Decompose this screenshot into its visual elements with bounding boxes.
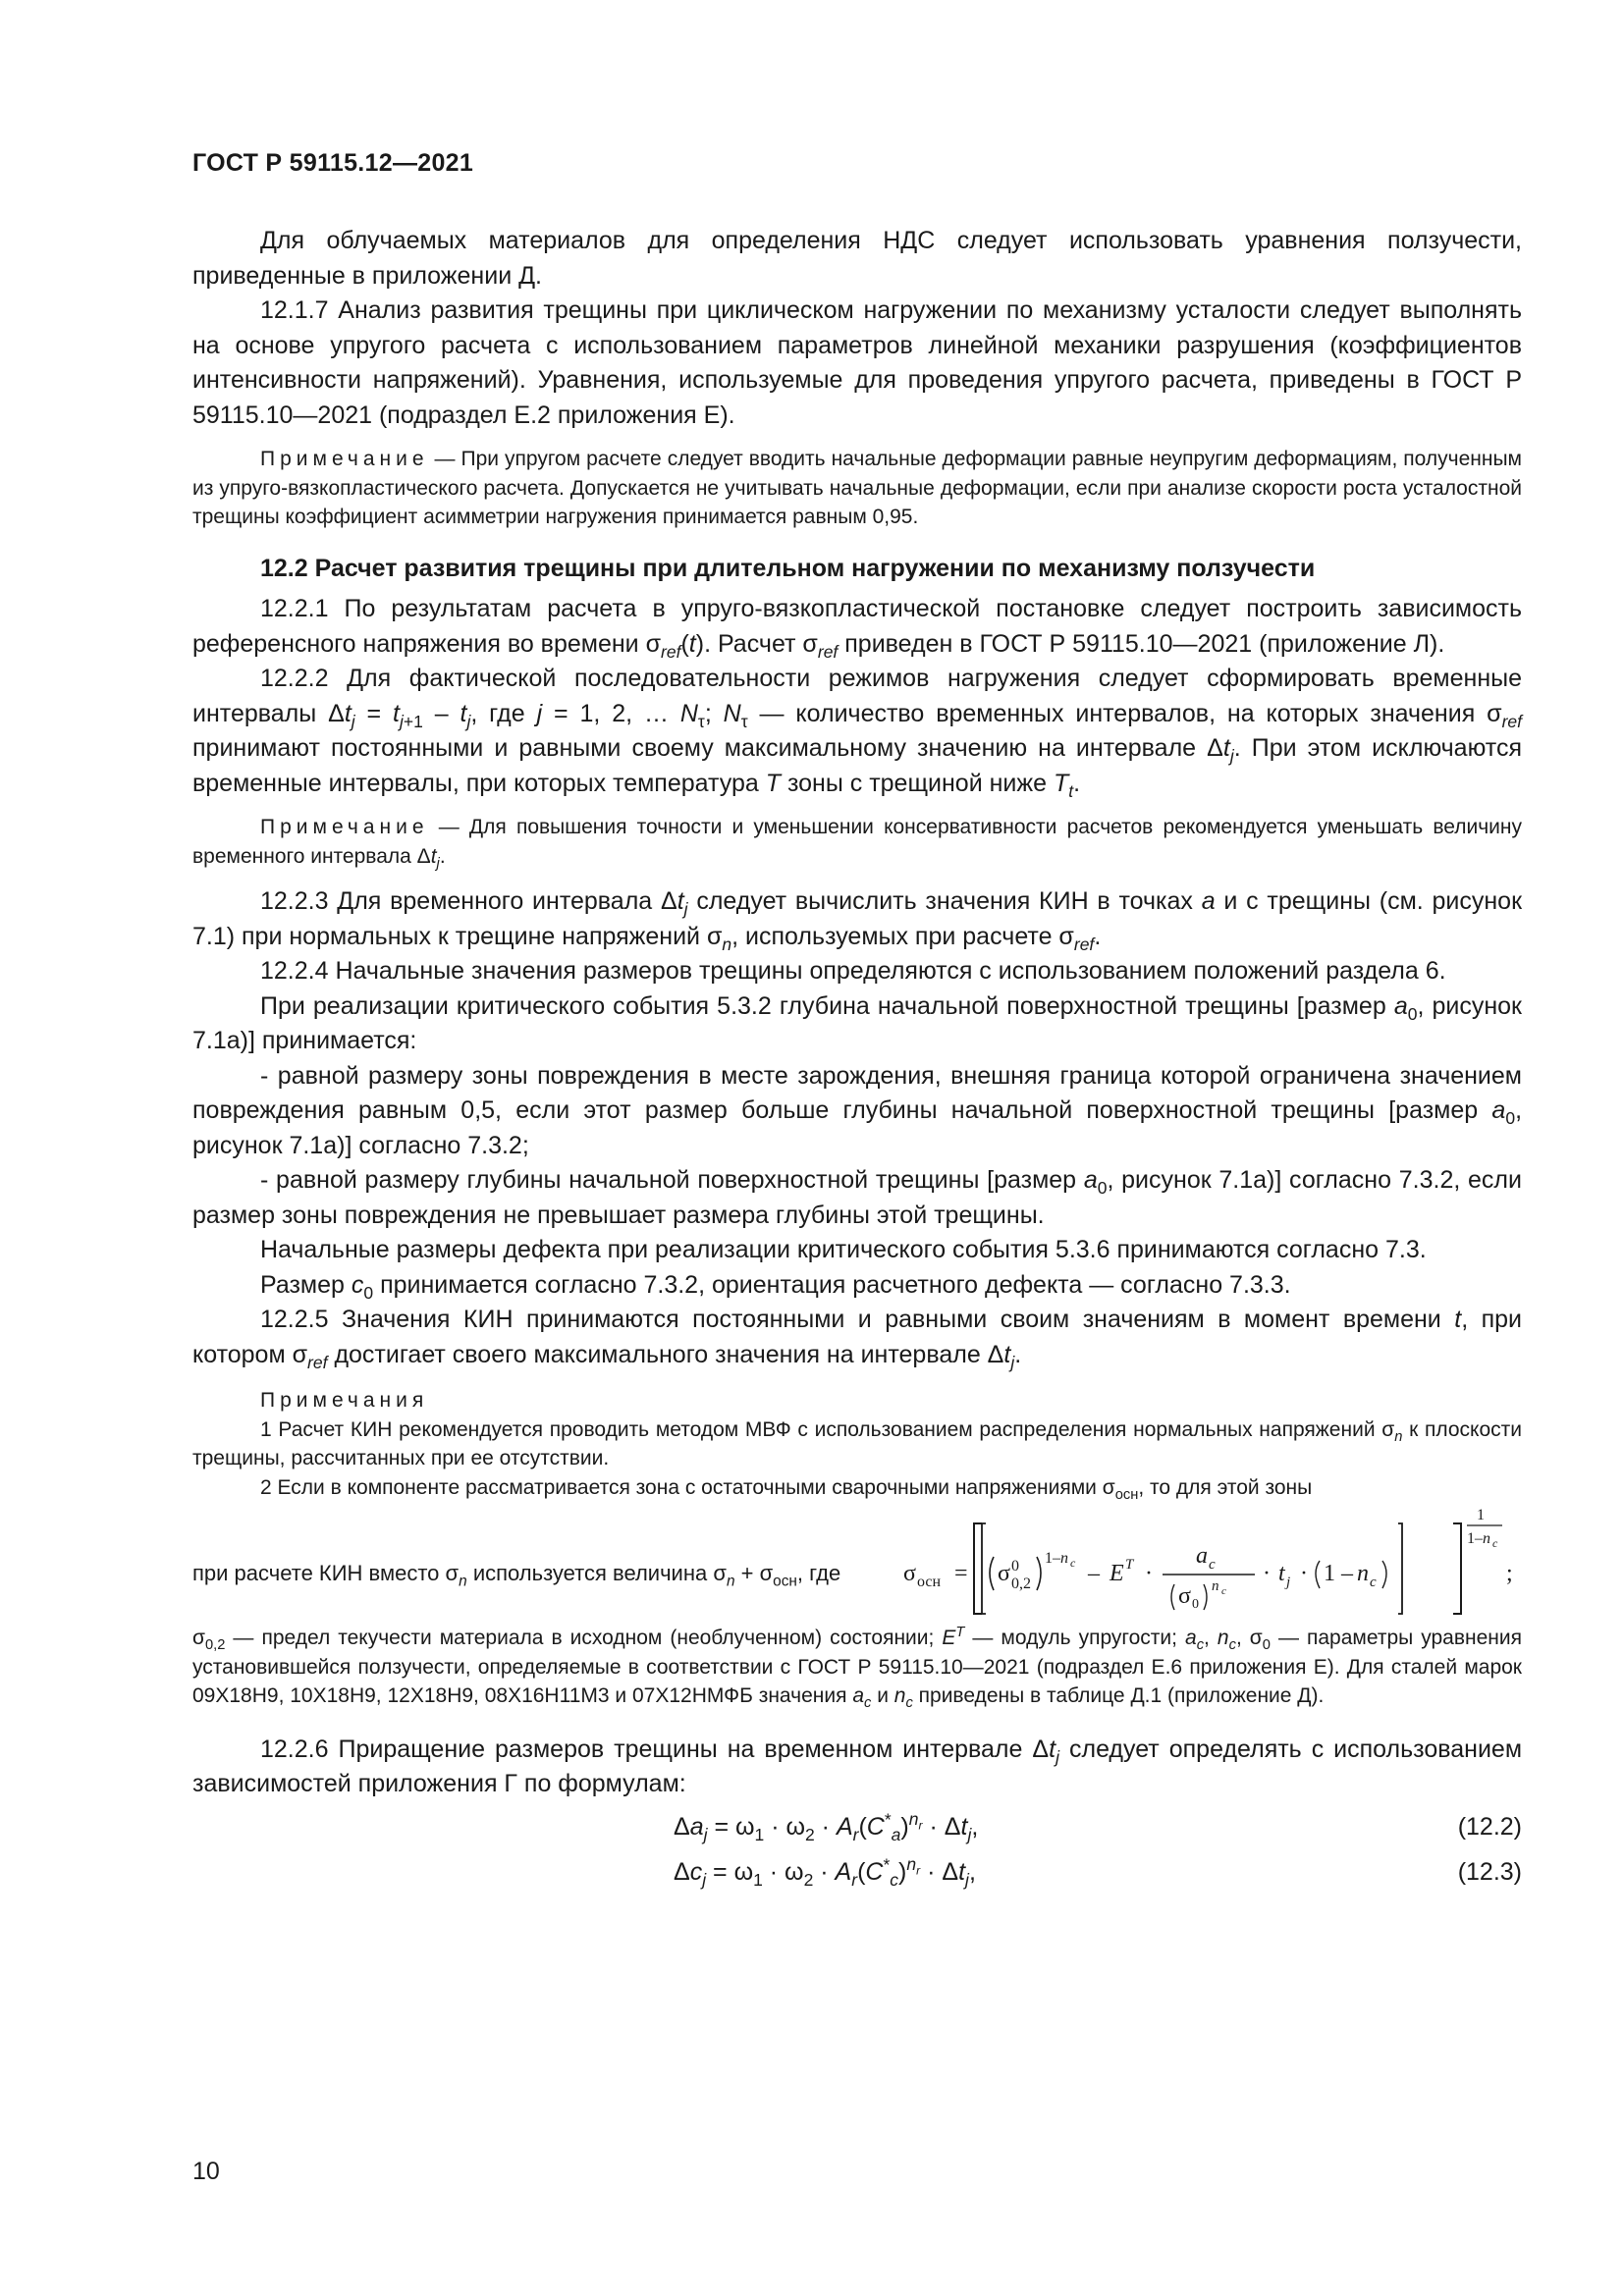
svg-text:·: · (1300, 1561, 1308, 1586)
formula-parameters: $\sigma_{0,2}$ — предел текучести материала в исходном (необлученном) состоянии; $E^T$ — модуль упругости; $a_c$, $n_c$, $\sigma_0$ — параметры уравнения установившейся ползучести, определяемые в соответствии с ГОСТ Р 59115.10—2021 (подраздел Е.6 приложения Е). Для сталей марок 09Х18Н9, 10Х18Н9, 12Х18Н9, 08Х16Н11М3 и 07Х12НМФБ значения $a_c$ и $n_c$ приведены в таблице Д.1 (приложение Д). (192, 1625, 1522, 1712)
notes-item-1: 1 Расчет КИН рекомендуется проводить методом МВФ с использованием распределения нормальных напряжений $\sigma_n$ к плоскости трещины, рассчитанных при ее отсутствии. (192, 1417, 1523, 1469)
svg-text:1–: 1– (1467, 1530, 1483, 1547)
equation-12-2-body: $\Delta a_j = \omega_1 \cdot \omega_2 \cdot A_r(C^*_a)^{n_r} \cdot \Delta t_j$, (674, 1809, 979, 1844)
equation-12-2 (192, 1810, 1522, 1849)
note-time-interval: Примечание — Для повышения точности и уменьшении консервативности расчетов рекомендуется уменьшать величину временного интервала $\Delta t_j$. (192, 816, 1522, 872)
equation-12-3 (192, 1855, 1522, 1895)
svg-text:1–: 1– (1045, 1550, 1060, 1567)
paragraph-12-2-4: 12.2.4 Начальные значения размеров трещины определяются с использованием положений раздела 6. (260, 957, 1446, 985)
svg-text:σ: σ (903, 1561, 916, 1586)
paragraph-12-2-3: 12.2.3 Для временного интервала $\Delta t_j$ следует вычислить значения КИН в точках a и с трещины (см. рисунок 7.1) при нормальных к трещине напряжений $\sigma_n$, используемых при расчете $\sigma_{ref}$. (192, 887, 1522, 954)
svg-text:0: 0 (1192, 1597, 1199, 1612)
svg-text:c: c (1070, 1556, 1076, 1570)
svg-text:;: ; (1506, 1561, 1513, 1586)
paragraph-irradiated: Для облучаемых материалов для определения НДС следует использовать уравнения ползучести, приведенные в приложении Д. (192, 227, 1522, 290)
paragraph-12-1-7: 12.1.7 Анализ развития трещины при циклическом нагружении по механизму усталости следует выполнять на основе упругого расчета с использованием параметров линейной механики разрушения (коэффициентов интенсивности напряжений). Уравнения, используемые для проведения упругого расчета, приведены в ГОСТ Р 59115.10—2021 (подраздел Е.2 приложения Е). (192, 296, 1522, 429)
svg-text:·: · (1145, 1561, 1153, 1586)
notes-label: Примечания (260, 1389, 429, 1412)
sigma-residual-formula (903, 1504, 1522, 1624)
svg-text:1: 1 (1477, 1507, 1485, 1523)
note-elastic (192, 445, 1522, 532)
svg-text:1 –: 1 – (1324, 1561, 1353, 1586)
paragraph-critical-event: При реализации критического события 5.3.2 глубина начальной поверхностной трещины [размер $a_0$, рисунок 7.1а)] принимается: (192, 991, 1522, 1054)
svg-text:a: a (1196, 1543, 1208, 1569)
note-text: — При упругом расчете следует вводить начальные деформации равные неупругим деформациям, полученным из упруго-вязкопластического расчета. Допускается не учитывать начальные деформации, если при анализе скорости роста усталостной трещины коэффициент асимметрии нагружения принимается равным 0,95. (192, 448, 1522, 528)
svg-text:c: c (1209, 1557, 1216, 1573)
notes-block (192, 1386, 1522, 1711)
svg-text:c: c (1492, 1536, 1498, 1550)
svg-text:n: n (1212, 1578, 1219, 1594)
svg-text:n: n (1483, 1530, 1490, 1547)
document-header: ГОСТ Р 59115.12—2021 (192, 149, 474, 177)
svg-text:n: n (1357, 1561, 1369, 1586)
sigma-residual-formula-row (192, 1504, 1522, 1624)
page-number: 10 (192, 2158, 220, 2185)
svg-text:T: T (1125, 1557, 1134, 1573)
document-body (192, 224, 1522, 1895)
list-item-1: - равной размеру зоны повреждения в месте зарождения, внешняя граница которой ограничена значением повреждения равным 0,5, если этот размер больше глубины начальной поверхностной трещины [размер $a_0$, рисунок 7.1а)] согласно 7.3.2; (192, 1061, 1523, 1159)
svg-text:–: – (1088, 1561, 1100, 1586)
svg-text:E: E (1110, 1561, 1124, 1586)
svg-text:σ: σ (998, 1561, 1010, 1586)
svg-text:n: n (1060, 1550, 1068, 1567)
paragraph-12-2-5: 12.2.5 Значения КИН принимаются постоянными и равными своим значениям в момент времени t, при котором $\sigma_{ref}$ достигает своего максимального значения на интервале $\Delta t_j$. (192, 1306, 1522, 1372)
svg-text:c: c (1370, 1575, 1377, 1590)
list-item-2: - равной размеру глубины начальной поверхностной трещины [размер $a_0$, рисунок 7.1а)] согласно 7.3.2, если размер зоны повреждения не превышает размера глубины этой трещины. (192, 1166, 1522, 1229)
note-label: Примечание (260, 816, 429, 838)
svg-text:0,2: 0,2 (1011, 1575, 1031, 1592)
svg-text:σ: σ (1178, 1583, 1191, 1609)
svg-text:c: c (1221, 1585, 1226, 1597)
equation-number: (12.2) (1457, 1812, 1522, 1841)
equation-12-3-body: $\Delta c_j = \omega_1 \cdot \omega_2 \cdot A_r(C^*_c)^{n_r} \cdot \Delta t_j$, (674, 1854, 976, 1890)
svg-text:t: t (1278, 1561, 1285, 1586)
svg-text:осн: осн (917, 1574, 942, 1590)
section-title-12-2: 12.2 Расчет развития трещины при длительном нагружении по механизму ползучести (260, 554, 1316, 582)
paragraph-12-2-6: 12.2.6 Приращение размеров трещины на временном интервале $\Delta t_j$ следует определять с использованием зависимостей приложения Г по формулам: (192, 1735, 1523, 1797)
svg-text:·: · (1263, 1561, 1271, 1586)
formula-lead-text: при расчете КИН вместо $\sigma_n$ используется величина $\sigma_n + \sigma_{осн}$, где (192, 1561, 841, 1590)
note-label: Примечание (260, 448, 429, 470)
paragraph-12-2-2: 12.2.2 Для фактической последовательности режимов нагружения следует сформировать временные интервалы $\Delta t_j = t_{j+1} - t_j$, где j = 1, 2, … $N_\tau$; $N_\tau$ — количество временных интервалов, на которых значения $\sigma_{ref}$ принимают постоянными и равными своему максимальному значению на интервале $\Delta t_j$. При этом исключаются временные интервалы, при которых температура T зоны с трещиной ниже $T_t$. (192, 665, 1522, 801)
paragraph-5-3-6: Начальные размеры дефекта при реализации критического события 5.3.6 принимаются согласно 7.3. (260, 1236, 1427, 1263)
svg-text:j: j (1286, 1575, 1291, 1590)
notes-item-2: 2 Если в компоненте рассматривается зона с остаточными сварочными напряжениями $\sigma_{осн}$, то для этой зоны (260, 1475, 1313, 1503)
svg-text:=: = (954, 1561, 968, 1586)
paragraph-12-2-1: 12.2.1 По результатам расчета в упруго-вязкопластической постановке следует построить зависимость референсного напряжения во времени $\sigma_{ref}(t)$. Расчет $\sigma_{ref}$ приведен в ГОСТ Р 59115.10—2021 (приложение Л). (192, 595, 1522, 662)
svg-text:0: 0 (1011, 1558, 1019, 1575)
equation-number: (12.3) (1457, 1857, 1522, 1886)
paragraph-c0: Размер $c_0$ принимается согласно 7.3.2, ориентация расчетного дефекта — согласно 7.3.3. (260, 1270, 1291, 1303)
